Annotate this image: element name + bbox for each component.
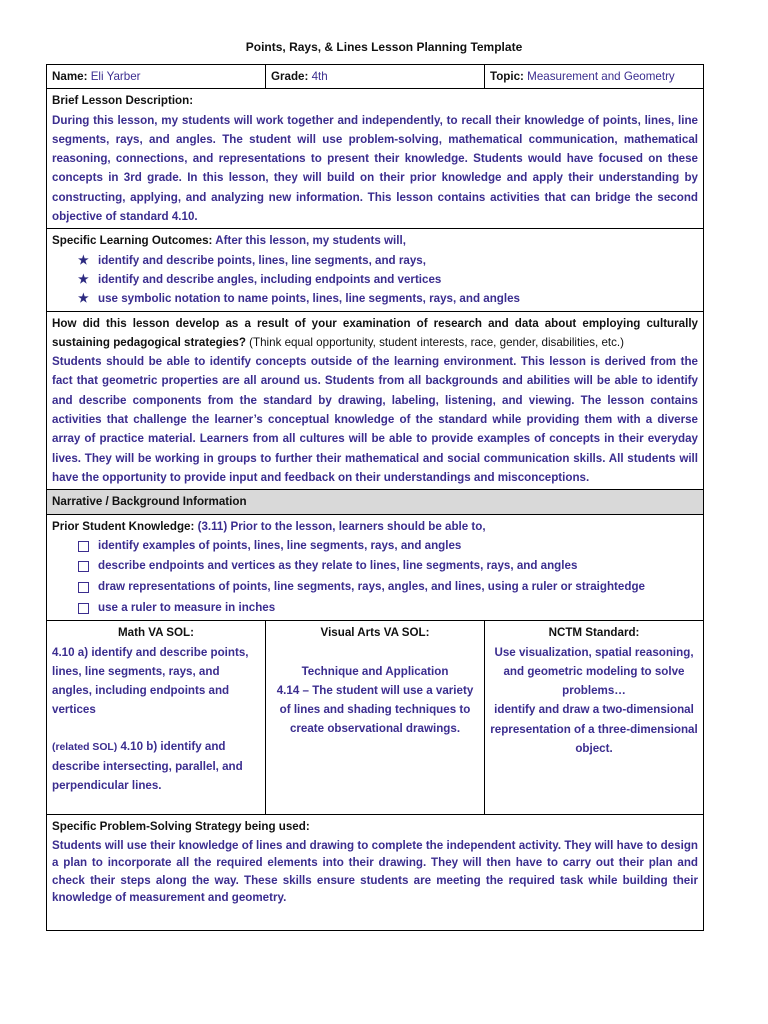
math-sol-text-a: 4.10 a) identify and describe points, lines, line segments, rays, and angles, including endpoints and vertices (52, 645, 249, 717)
empty-checkbox-icon (78, 541, 89, 552)
strategy-row (47, 815, 704, 931)
outcomes-intro: After this lesson, my students will, (215, 234, 406, 248)
document-title: Points, Rays, & Lines Lesson Planning Template (245, 40, 523, 54)
culture-cell (47, 311, 704, 490)
grade-value: 4th (311, 70, 328, 83)
math-sol-cell (47, 621, 266, 815)
prior-cell (47, 514, 704, 621)
culture-question: How did this lesson develop as a result of your examination of research and data about employing culturally sustaining pedagogical strategies? (52, 316, 698, 349)
topic-label: Topic: (490, 70, 524, 83)
description-label: Brief Lesson Description: (52, 94, 194, 108)
empty-checkbox-icon (78, 561, 89, 572)
empty-checkbox-icon (78, 603, 89, 614)
description-row (47, 89, 704, 229)
arts-sol-text: 4.14 – The student will use a variety of lines and shading techniques to create observational drawings. (276, 683, 474, 736)
list-item: describe endpoints and vertices as they relate to lines, line segments, rays, and angles (78, 556, 698, 577)
arts-sol-cell (266, 621, 485, 815)
nctm-heading: NCTM Standard: (548, 626, 640, 640)
description-cell (47, 89, 704, 229)
list-item: use a ruler to measure in inches (78, 598, 698, 619)
star-icon: ★ (78, 252, 89, 267)
description-text: During this lesson, my students will work together and independently, to recall their knowledge of points, lines, line segments, rays, and angles. The student will use problem-solving, mathematical communication, mathematical reasoning, connections, and representations to present their knowledge. Students would have focused on these concepts in 3rd grade. In this lesson, they will build on their prior knowledge and apply their understanding by constructing, applying, and analyzing new information. This lesson contains activities that can bridge the second objective of standard 4.10. (52, 113, 698, 224)
nctm-cell (485, 621, 704, 815)
star-icon: ★ (78, 291, 89, 306)
narrative-heading: Narrative / Background Information (47, 490, 704, 514)
empty-checkbox-icon (78, 582, 89, 593)
culture-text: Students should be able to identify concepts outside of the learning environment. This lesson is derived from the fact that geometric properties are all around us. Students from all backgrounds and abilities will be able to identify and describe components from the standard by drawing, labeling, listening, and viewing. The lesson contains activities that challenge the learner’s conceptual knowledge of the standard while providing them with a diverse array of practice material. Learners from all cultures will be able to provide examples of concepts in their everyday lives. They will be working in groups to further their mathematical and social communication skills. All students will have the opportunity to provide input and feedback on their understandings and misconceptions. (52, 355, 698, 484)
star-icon: ★ (78, 271, 89, 286)
culture-note: (Think equal opportunity, student interests, race, gender, disabilities, etc.) (249, 335, 625, 349)
list-item: identify examples of points, lines, line segments, rays, and angles (78, 536, 698, 557)
standards-row (47, 621, 704, 815)
math-sol-text-b: 4.10 b) identify and describe intersecting, parallel, and perpendicular lines. (52, 739, 243, 793)
prior-label: Prior Student Knowledge: (52, 519, 195, 533)
culture-row (47, 311, 704, 490)
nctm-text-a: Use visualization, spatial reasoning, and geometric modeling to solve problems… (494, 645, 694, 698)
topic-value: Measurement and Geometry (527, 70, 675, 83)
prior-intro: (3.11) Prior to the lesson, learners should be able to, (197, 519, 486, 533)
grade-label: Grade: (271, 70, 309, 83)
list-item: ★ use symbolic notation to name points, lines, line segments, rays, and angles (78, 289, 698, 308)
list-item: ★ identify and describe angles, including endpoints and vertices (78, 270, 698, 289)
lesson-plan-table (46, 64, 704, 931)
related-sol-label: (related SOL) (52, 741, 118, 753)
outcomes-cell (47, 229, 704, 311)
prior-row (47, 514, 704, 621)
outcomes-row (47, 229, 704, 311)
strategy-cell (47, 815, 704, 931)
prior-list (52, 536, 698, 618)
outcomes-list (52, 251, 698, 309)
name-label: Name: (52, 70, 88, 83)
topic-cell (485, 65, 704, 89)
narrative-row (47, 490, 704, 514)
strategy-label: Specific Problem-Solving Strategy being used: (52, 820, 310, 834)
list-item: ★ identify and describe points, lines, line segments, and rays, (78, 251, 698, 270)
math-sol-heading: Math VA SOL: (118, 626, 194, 640)
grade-cell (266, 65, 485, 89)
list-item: draw representations of points, line segments, rays, angles, and lines, using a ruler or straightedge (78, 577, 698, 598)
header-row (47, 65, 704, 89)
strategy-text: Students will use their knowledge of lines and drawing to complete the independent activity. They will have to design a plan to incorporate all the required elements into their drawing. They will then have to carry out their plan and check their steps along the way. These skills ensure students are meeting the required task while building their knowledge of measurement and geometry. (52, 838, 698, 904)
outcomes-label: Specific Learning Outcomes: (52, 234, 213, 248)
arts-sol-heading: Visual Arts VA SOL: (320, 626, 430, 640)
name-value: Eli Yarber (90, 70, 141, 83)
nctm-text-b: identify and draw a two-dimensional representation of a three-dimensional object. (490, 703, 698, 755)
arts-sol-subheading: Technique and Application (301, 664, 449, 678)
name-cell (47, 65, 266, 89)
